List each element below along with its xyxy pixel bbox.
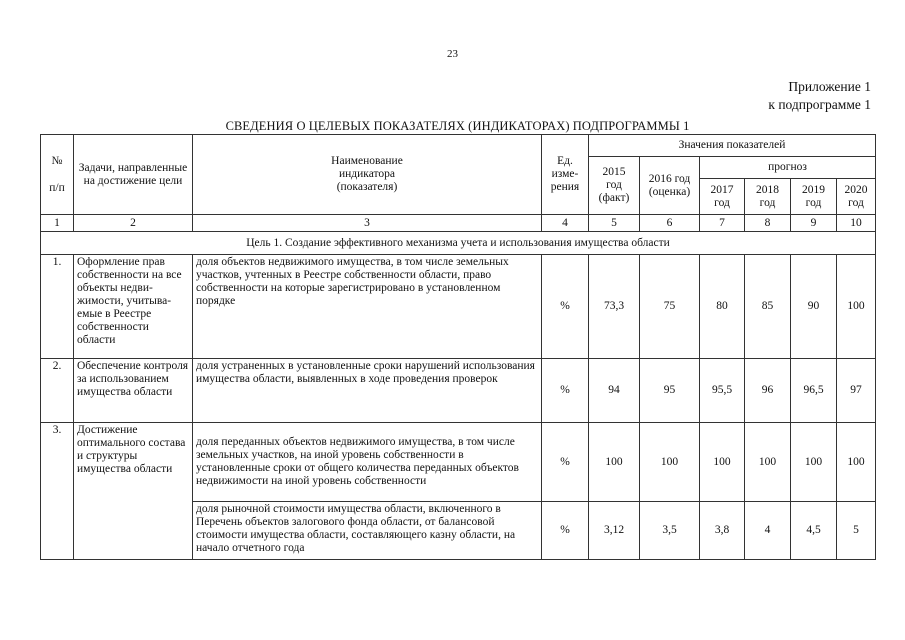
header-2019-line-1: 2019 (802, 183, 825, 196)
header-2020-line-2: год (848, 196, 864, 209)
row-value-2019: 96,5 (791, 359, 837, 423)
row-value-2018: 100 (745, 423, 791, 502)
row-unit: % (542, 423, 589, 502)
row-indicator: доля переданных объектов недвижимого имущества, в том числе земельных участков, на иной уровень собственности в установленные сроки от общего количества переданных объектов недвижимости на иной уровень собственности (193, 423, 542, 502)
row-unit: % (542, 255, 589, 359)
header-2016 (640, 157, 700, 215)
column-numbers-row (41, 215, 876, 232)
row-value-2017: 100 (700, 423, 745, 502)
column-number: 5 (589, 215, 640, 232)
row-value-2020: 100 (837, 255, 876, 359)
row-value-2017: 95,5 (700, 359, 745, 423)
row-value-2016: 95 (640, 359, 700, 423)
column-number: 10 (837, 215, 876, 232)
header-unit-line-2: изме- (551, 168, 579, 180)
row-value-2016: 75 (640, 255, 700, 359)
header-name-line-3: (показателя) (336, 181, 398, 193)
header-number (41, 135, 74, 215)
row-unit: % (542, 359, 589, 423)
column-number: 4 (542, 215, 589, 232)
header-tasks: Задачи, направленные на достижение цели (74, 135, 193, 215)
indicators-table (40, 134, 876, 560)
row-number: 2. (41, 359, 74, 423)
row-value-2020: 5 (837, 502, 876, 560)
header-2016-line-2: (оценка) (648, 185, 691, 198)
header-number-line-1: № (51, 154, 63, 167)
page-number: 23 (447, 48, 458, 60)
header-2015-line-3: (факт) (598, 192, 630, 204)
header-2018 (745, 179, 791, 215)
row-value-2019: 4,5 (791, 502, 837, 560)
header-2019 (791, 179, 837, 215)
appendix-label (768, 78, 871, 114)
header-2015 (589, 157, 640, 215)
header-unit-line-1: Ед. (557, 155, 573, 167)
row-value-2019: 100 (791, 423, 837, 502)
row-value-2018: 4 (745, 502, 791, 560)
header-2015-line-2: год (606, 179, 622, 191)
header-2020-line-1: 2020 (844, 183, 868, 196)
row-unit: % (542, 502, 589, 560)
header-2020 (837, 179, 876, 215)
row-number: 1. (41, 255, 74, 359)
row-task: Достижение оптимального состава и структуры имущества области (74, 423, 193, 560)
header-unit-line-3: рения (550, 181, 580, 193)
header-2018-line-1: 2018 (756, 183, 779, 196)
header-unit (542, 135, 589, 215)
row-task: Обеспечение контроля за использованием имущества области (74, 359, 193, 423)
header-2017 (700, 179, 745, 215)
row-value-2019: 90 (791, 255, 837, 359)
header-name-line-1: Наименование (331, 155, 403, 167)
column-number: 7 (700, 215, 745, 232)
row-task: Оформление прав собственности на все объекты недви-жимости, учитыва-емые в Реестре собственности области (74, 255, 193, 359)
header-indicator-name (193, 135, 542, 215)
header-2017-line-2: год (714, 196, 730, 209)
table-row (41, 255, 876, 359)
column-number: 3 (193, 215, 542, 232)
header-2017-line-1: 2017 (710, 183, 734, 196)
column-number: 2 (74, 215, 193, 232)
goal-row: Цель 1. Создание эффективного механизма учета и использования имущества области (41, 232, 876, 255)
row-value-2018: 85 (745, 255, 791, 359)
row-indicator: доля объектов недвижимого имущества, в том числе земельных участков, учтенных в Реестре собственности области, право собственности на которые зарегистрировано в установленном порядке (193, 255, 542, 359)
document-title: СВЕДЕНИЯ О ЦЕЛЕВЫХ ПОКАЗАТЕЛЯХ (ИНДИКАТОРАХ) ПОДПРОГРАММЫ 1 (225, 119, 690, 133)
header-name-line-2: индикатора (338, 168, 395, 180)
row-value-2015: 3,12 (589, 502, 640, 560)
column-number: 8 (745, 215, 791, 232)
header-2019-line-2: год (805, 196, 822, 209)
appendix-line-1: Приложение 1 (788, 79, 871, 94)
column-number: 1 (41, 215, 74, 232)
row-value-2020: 100 (837, 423, 876, 502)
row-value-2015: 100 (589, 423, 640, 502)
row-value-2017: 3,8 (700, 502, 745, 560)
header-forecast: прогноз (700, 157, 876, 179)
table-row (41, 423, 876, 502)
header-number-line-2: п/п (49, 181, 65, 194)
row-value-2016: 3,5 (640, 502, 700, 560)
appendix-line-2: к подпрограмме 1 (768, 97, 871, 112)
header-2016-line-1: 2016 год (648, 172, 691, 185)
header-2018-line-2: год (759, 196, 776, 209)
row-value-2015: 94 (589, 359, 640, 423)
column-number: 6 (640, 215, 700, 232)
row-value-2018: 96 (745, 359, 791, 423)
row-value-2015: 73,3 (589, 255, 640, 359)
row-value-2020: 97 (837, 359, 876, 423)
column-number: 9 (791, 215, 837, 232)
header-2015-line-1: 2015 (602, 166, 626, 178)
row-number: 3. (41, 423, 74, 560)
header-values-group: Значения показателей (589, 135, 876, 157)
row-value-2016: 100 (640, 423, 700, 502)
row-indicator: доля устраненных в установленные сроки нарушений использования имущества области, выявленных в ходе проведения проверок (193, 359, 542, 423)
row-indicator: доля рыночной стоимости имущества области, включенного в Перечень объектов залогового фонда области, от балансовой стоимости имущества области, составляющего казну области, на начало отчетного года (193, 502, 542, 560)
table-row (41, 359, 876, 423)
row-value-2017: 80 (700, 255, 745, 359)
